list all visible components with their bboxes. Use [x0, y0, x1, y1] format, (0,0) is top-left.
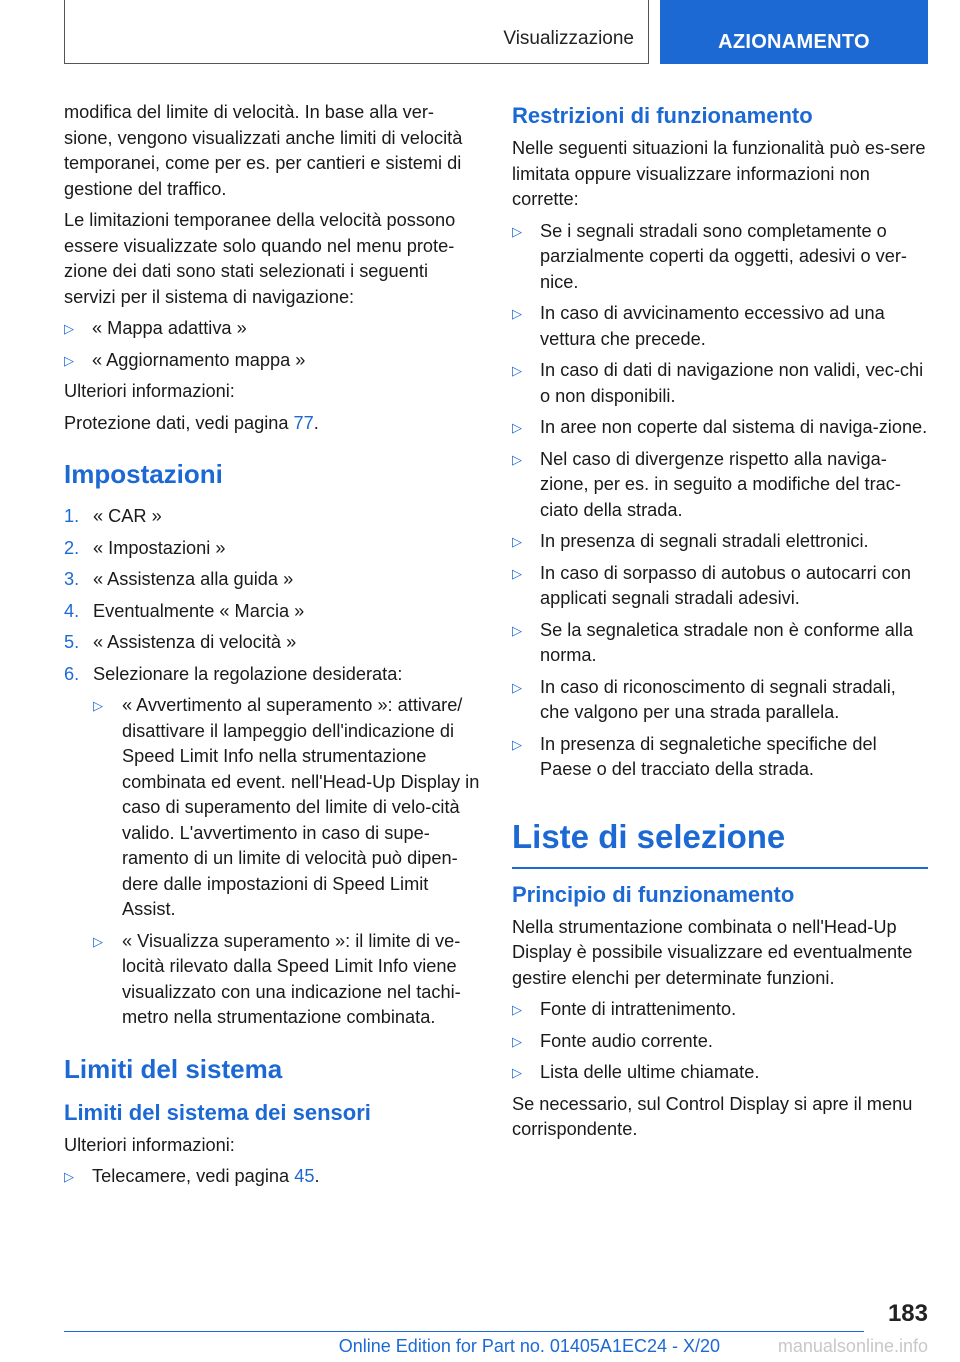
- step-text: « Assistenza alla guida »: [93, 569, 294, 589]
- triangle-bullet-icon: ▷: [512, 679, 522, 695]
- more-info-label: Ulteriori informazioni:: [64, 1134, 235, 1155]
- restrizioni-list: [512, 219, 928, 783]
- triangle-bullet-icon: ▷: [512, 223, 522, 239]
- list-item-text: Se la segnaletica stradale non è conforme alla norma.: [540, 619, 914, 665]
- list-item-text: In caso di sorpasso di autobus o autocarri con applicati segnali stradali adesivi.: [540, 562, 912, 608]
- list-item: [512, 447, 928, 524]
- step-text: « CAR »: [93, 506, 162, 526]
- step-number: 1.: [64, 506, 80, 526]
- triangle-bullet-icon: ▷: [512, 420, 522, 435]
- list-item-text: Fonte audio corrente.: [540, 1030, 713, 1051]
- protezione-reference: [64, 411, 480, 437]
- triangle-bullet-icon: ▷: [512, 534, 522, 549]
- triangle-bullet-icon: ▷: [512, 1033, 522, 1049]
- footer-edition: Online Edition for Part no. 01405A1EC24 - X/20: [338, 1336, 720, 1356]
- triangle-bullet-icon: ▷: [93, 698, 103, 713]
- list-item: [512, 415, 928, 441]
- step-item: [64, 504, 480, 530]
- list-item-text: In aree non coperte dal sistema di naviga-zione.: [540, 417, 928, 437]
- restrizioni-intro: Nelle seguenti situazioni la funzionalità può es-sere limitata oppure visualizzare informazioni non corrette:: [512, 138, 926, 209]
- list-item: [64, 1164, 480, 1190]
- list-item: [512, 301, 928, 352]
- limiti-sensori-heading: Limiti del sistema dei sensori: [64, 1099, 371, 1125]
- step-number: 6.: [64, 663, 80, 684]
- step-text: « Assistenza di velocità »: [93, 632, 297, 652]
- list-item-text: Nel caso di divergenze rispetto alla naviga-zione, per es. in seguito a modifiche del trac-ciato della strada.: [540, 448, 901, 520]
- list-item-text: In caso di riconoscimento di segnali stradali, che valgono per una strada parallela.: [540, 676, 896, 722]
- page-link-77[interactable]: 77: [293, 412, 314, 433]
- footer-watermark: manualsonline.info: [777, 1336, 928, 1356]
- left-column: [64, 100, 480, 1196]
- triangle-bullet-icon: ▷: [64, 1169, 74, 1184]
- intro-paragraph: modifica del limite di velocità. In base alla ver-sione, vengono visualizzati anche limiti di velocità temporanei, come per es. per cantieri e sistemi di gestione del traffico.: [64, 102, 463, 199]
- list-item-text: « Avvertimento al superamento »: attivare/ disattivare il lampeggio dell'indicazione di Speed Limit Info nella strumentazione combinata ed event. nell'Head-Up Display in caso di superamento del limite di velo-cità valido. L'avvertimento in caso di supe-ramento di un limite di velocità può dipen-dere dalle impostazioni di Speed Limit Assist.: [122, 695, 480, 919]
- step-number: 3.: [64, 569, 80, 589]
- list-item: [512, 997, 928, 1023]
- step-item: [64, 567, 480, 593]
- principio-list: [512, 997, 928, 1086]
- list-item: [512, 1060, 928, 1086]
- page-link-45[interactable]: 45: [294, 1166, 315, 1186]
- step-text: « Impostazioni »: [93, 537, 226, 558]
- header-section-box: [64, 0, 649, 64]
- principio-intro: Nella strumentazione combinata o nell'Head-Up Display è possibile visualizzare ed eventualmente gestire elenchi per determinate funzioni.: [512, 916, 913, 988]
- triangle-bullet-icon: ▷: [512, 363, 522, 378]
- list-item: [512, 529, 928, 555]
- list-item-text: In caso di dati di navigazione non validi, vec-chi o non disponibili.: [540, 360, 924, 406]
- list-item: [64, 316, 480, 342]
- telecamere-list: [64, 1164, 480, 1190]
- step-number: 5.: [64, 632, 80, 652]
- principio-heading: Principio di funzionamento: [512, 881, 795, 907]
- principio-outro: Se necessario, sul Control Display si apre il menu corrispondente.: [512, 1093, 913, 1139]
- right-column: [512, 100, 928, 1149]
- step-number: 2.: [64, 537, 80, 558]
- list-item-text: Fonte di intrattenimento.: [540, 999, 737, 1019]
- header-chapter-tab[interactable]: AZIONAMENTO: [660, 0, 928, 64]
- restrizioni-heading: Restrizioni di funzionamento: [512, 103, 813, 128]
- list-item: [512, 732, 928, 783]
- triangle-bullet-icon: ▷: [64, 352, 74, 368]
- liste-heading: Liste di selezione: [512, 817, 928, 869]
- list-item: [93, 929, 480, 1031]
- list-item: [512, 675, 928, 726]
- triangle-bullet-icon: ▷: [512, 1065, 522, 1080]
- list-item-text: Lista delle ultime chiamate.: [540, 1062, 760, 1082]
- list-item: [93, 693, 480, 923]
- list-item-text: « Mappa adattiva »: [92, 318, 247, 338]
- step-item: [64, 599, 480, 625]
- impostazioni-heading: Impostazioni: [64, 459, 223, 489]
- period: .: [314, 1166, 320, 1186]
- triangle-bullet-icon: ▷: [93, 933, 103, 949]
- list-item: [512, 1029, 928, 1055]
- triangle-bullet-icon: ▷: [512, 306, 522, 321]
- regolazione-options: [93, 693, 480, 1031]
- list-item-text: In presenza di segnaletiche specifiche del Paese o del tracciato della strada.: [540, 733, 877, 779]
- list-item: [64, 348, 480, 374]
- triangle-bullet-icon: ▷: [512, 451, 522, 467]
- limiti-heading: Limiti del sistema: [64, 1053, 283, 1084]
- list-item: [512, 219, 928, 296]
- list-item-text: « Visualizza superamento »: il limite di ve-locità rilevato dalla Speed Limit Info viene visualizzato con una indicazione nel tachi-metro nella strumentazione combinata.: [122, 930, 461, 1027]
- list-item-text: « Aggiornamento mappa »: [92, 349, 306, 370]
- triangle-bullet-icon: ▷: [512, 1002, 522, 1017]
- list-item-text: In presenza di segnali stradali elettronici.: [540, 531, 869, 551]
- triangle-bullet-icon: ▷: [512, 736, 522, 752]
- reference-text: Telecamere, vedi pagina: [92, 1166, 295, 1186]
- temporary-limits-paragraph: Le limitazioni temporanee della velocità possono essere visualizzate solo quando nel menu prote-zione dei dati sono stati selezionati i seguenti servizi per il sistema di navigazione:: [64, 210, 456, 307]
- list-item-text: In caso di avvicinamento eccessivo ad una vettura che precede.: [540, 303, 885, 349]
- triangle-bullet-icon: ▷: [512, 622, 522, 638]
- step-text: Selezionare la regolazione desiderata:: [93, 663, 403, 684]
- step-text: Eventualmente « Marcia »: [93, 600, 305, 621]
- header-section-title: Visualizzazione: [503, 28, 634, 49]
- settings-steps: [64, 504, 480, 1031]
- reference-text: Protezione dati, vedi pagina: [64, 412, 294, 433]
- list-item: [512, 561, 928, 612]
- page-header: [64, 0, 928, 64]
- more-info-label: Ulteriori informazioni:: [64, 381, 235, 401]
- list-item: [512, 618, 928, 669]
- step-item: [64, 536, 480, 562]
- services-list: [64, 316, 480, 373]
- triangle-bullet-icon: ▷: [512, 565, 522, 581]
- page-number: 183: [887, 1300, 928, 1327]
- step-number: 4.: [64, 600, 80, 621]
- footer-divider: [64, 1331, 864, 1332]
- list-item-text: Se i segnali stradali sono completamente o parzialmente coperti da oggetti, adesivi o ver-nice.: [540, 220, 907, 292]
- step-item: [64, 662, 480, 1031]
- list-item: [512, 358, 928, 409]
- triangle-bullet-icon: ▷: [64, 321, 74, 336]
- period: .: [313, 412, 319, 433]
- step-item: [64, 630, 480, 656]
